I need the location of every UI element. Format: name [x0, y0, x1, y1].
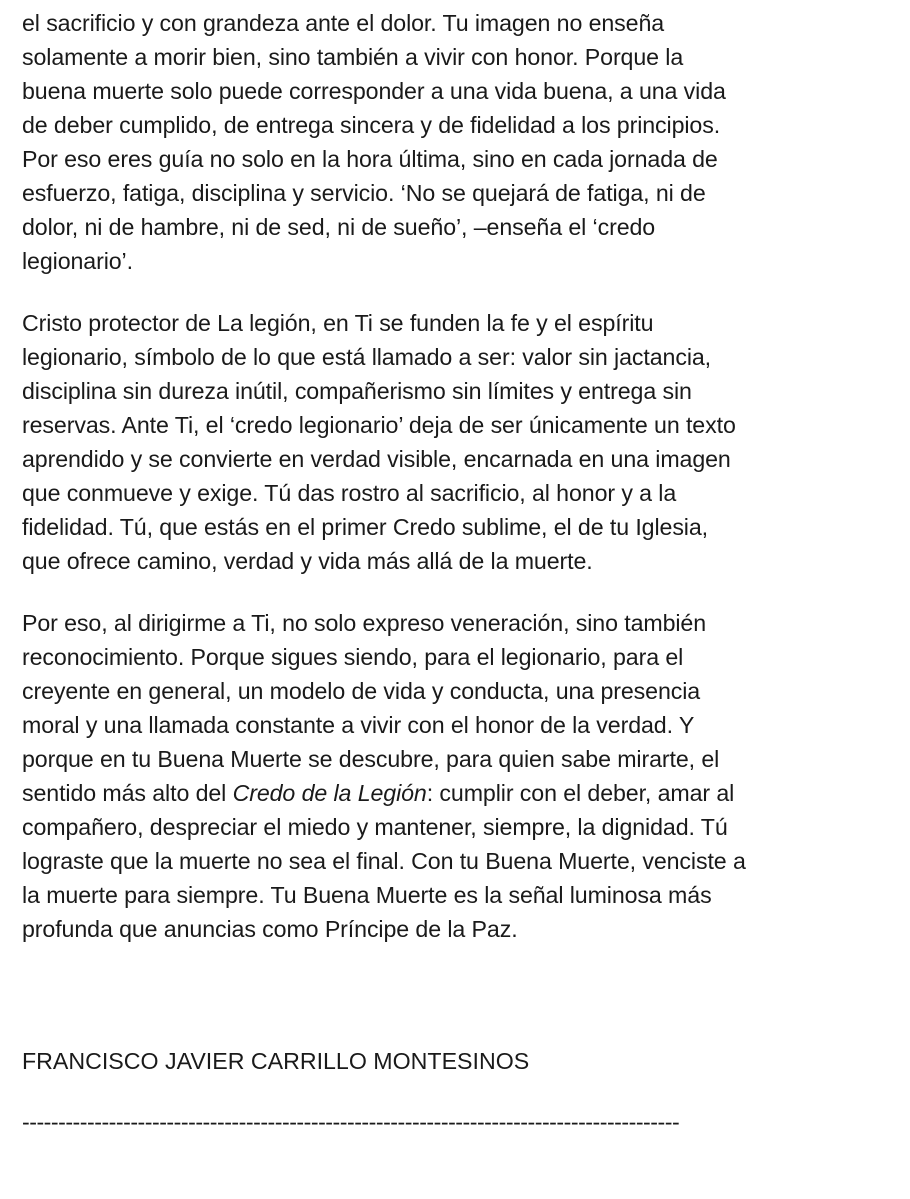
paragraph-line: compañero, despreciar el miedo y mantener, siempre, la dignidad. Tú [22, 814, 728, 840]
paragraph-line: disciplina sin dureza inútil, compañerismo sin límites y entrega sin [22, 378, 692, 404]
paragraph-line: moral y una llamada constante a vivir con el honor de la verdad. Y [22, 712, 695, 738]
paragraph-line: legionario’. [22, 248, 133, 274]
paragraph-line: esfuerzo, fatiga, disciplina y servicio. ‘No se quejará de fatiga, ni de [22, 180, 706, 206]
paragraph-line: profunda que anuncias como Príncipe de la Paz. [22, 916, 518, 942]
paragraph-line-with-italic [22, 776, 892, 810]
paragraph-line: que conmueve y exige. Tú das rostro al sacrificio, al honor y a la [22, 480, 677, 506]
paragraph-line: porque en tu Buena Muerte se descubre, para quien sabe mirarte, el [22, 746, 720, 772]
paragraph-line: Por eso, al dirigirme a Ti, no solo expreso veneración, sino también [22, 610, 707, 636]
divider-line: ------------------------------------------------------------------------------------------- [22, 1109, 680, 1135]
paragraph-line: reservas. Ante Ti, el ‘credo legionario’ deja de ser únicamente un texto [22, 412, 736, 438]
text-after-italic: : cumplir con el deber, amar al [426, 780, 735, 806]
paragraph-2 [22, 306, 892, 578]
paragraph-line: fidelidad. Tú, que estás en el primer Credo sublime, el de tu Iglesia, [22, 514, 708, 540]
author-signature: FRANCISCO JAVIER CARRILLO MONTESINOS [22, 1048, 530, 1074]
italic-title: Credo de la Legión [232, 780, 427, 806]
paragraph-line: la muerte para siempre. Tu Buena Muerte es la señal luminosa más [22, 882, 712, 908]
paragraph-line: de deber cumplido, de entrega sincera y de fidelidad a los principios. [22, 112, 721, 138]
paragraph-3 [22, 606, 892, 946]
paragraph-line: que ofrece camino, verdad y vida más allá de la muerte. [22, 548, 593, 574]
paragraph-line: reconocimiento. Porque sigues siendo, para el legionario, para el [22, 644, 684, 670]
paragraph-line: buena muerte solo puede corresponder a una vida buena, a una vida [22, 78, 726, 104]
paragraph-line: lograste que la muerte no sea el final. Con tu Buena Muerte, venciste a [22, 848, 746, 874]
paragraph-line: Cristo protector de La legión, en Ti se funden la fe y el espíritu [22, 310, 654, 336]
document-page [22, 6, 892, 946]
paragraph-line: creyente en general, un modelo de vida y conducta, una presencia [22, 678, 701, 704]
text-before-italic: sentido más alto del [22, 780, 233, 806]
paragraph-line: solamente a morir bien, sino también a vivir con honor. Porque la [22, 44, 684, 70]
paragraph-1 [22, 6, 892, 278]
paragraph-line: el sacrificio y con grandeza ante el dolor. Tu imagen no enseña [22, 10, 665, 36]
paragraph-line: dolor, ni de hambre, ni de sed, ni de sueño’, –enseña el ‘credo [22, 214, 656, 240]
paragraph-line: Por eso eres guía no solo en la hora última, sino en cada jornada de [22, 146, 718, 172]
paragraph-line: legionario, símbolo de lo que está llamado a ser: valor sin jactancia, [22, 344, 712, 370]
paragraph-line: aprendido y se convierte en verdad visible, encarnada en una imagen [22, 446, 731, 472]
